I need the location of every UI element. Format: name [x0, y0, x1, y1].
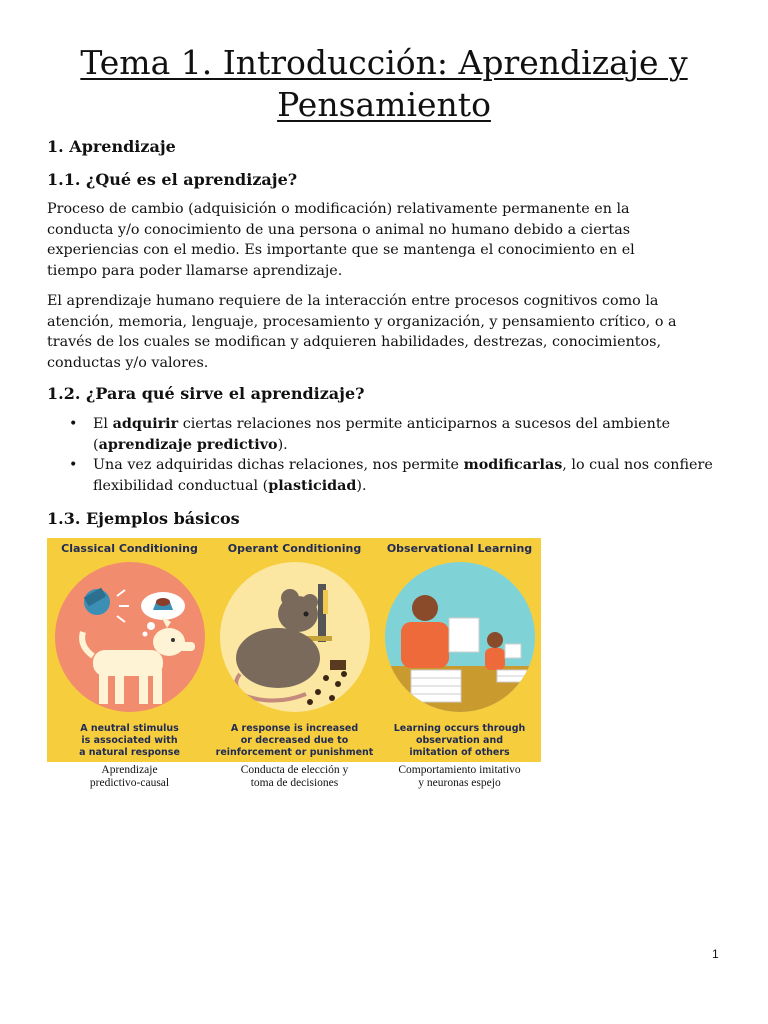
rat-illustration — [220, 562, 370, 712]
caption-operant: Conducta de elección y toma de decisiones — [240, 764, 349, 789]
subsection-heading-que-es: 1.1. ¿Qué es el aprendizaje? — [47, 170, 298, 189]
purpose-list — [47, 414, 727, 496]
panel-caption: A neutral stimulus is associated with a natural response — [79, 723, 180, 758]
caption-observational: Comportamiento imitativo y neuronas espejo — [398, 764, 521, 789]
shirt-icon — [449, 618, 479, 652]
subsection-heading-ejemplos: 1.3. Ejemplos básicos — [47, 509, 240, 528]
paragraph-definition: Proceso de cambio (adquisición o modificación) relativamente permanente en la conducta y/o conocimiento de una persona o animal no humano debido a ciertas experiencias con el medio. Es importante que se mantenga el conocimiento en el tiempo para poder llamarse aprendizaje. — [47, 201, 635, 279]
panel-title: Classical Conditioning — [61, 542, 198, 555]
panel-caption: Learning occurs through observation and imitation of others — [393, 723, 526, 758]
food-pellets-icon — [307, 671, 347, 705]
caption-classical: Aprendizaje predictivo-causal — [89, 764, 170, 789]
panel-title: Operant Conditioning — [227, 542, 362, 555]
operant-conditioning-panel — [212, 538, 377, 762]
child-icon — [485, 632, 505, 670]
dog-illustration — [55, 562, 205, 712]
page-title: Tema 1. Introducción: Aprendizaje y Pensamiento — [80, 43, 688, 124]
rat-icon — [236, 589, 320, 701]
list-item: • El adquirir ciertas relaciones nos permite anticiparnos a sucesos del ambiente (aprendizaje predictivo). — [47, 414, 727, 455]
classical-conditioning-panel — [47, 538, 212, 762]
panel-title: Observational Learning — [386, 542, 533, 555]
subsection-heading-para-que: 1.2. ¿Para qué sirve el aprendizaje? — [47, 384, 365, 403]
imitation-illustration — [385, 562, 535, 712]
dog-icon — [82, 616, 195, 704]
section-heading-aprendizaje: 1. Aprendizaje — [47, 137, 176, 156]
paragraph-human-learning: El aprendizaje humano requiere de la interacción entre procesos cognitivos como la atención, memoria, lenguaje, procesamiento y organización, y pensamiento crítico, o a través de los cuales se modifican y adquieren habilidades, destrezas, conocimientos, conductas y/o valores. — [47, 293, 677, 371]
list-item: • Una vez adquiridas dichas relaciones, nos permite modificarlas, lo cual nos confiere flexibilidad conductual (plasticidad). — [47, 455, 727, 496]
whistle-icon — [84, 588, 110, 615]
conditioning-figure — [47, 538, 541, 762]
food-box-icon — [330, 660, 346, 670]
figure-captions — [47, 764, 541, 796]
page-number: 1 — [712, 947, 719, 961]
observational-learning-panel — [377, 538, 542, 762]
laundry-stack-icon — [411, 670, 461, 702]
panel-caption: A response is increased or decreased due to reinforcement or punishment — [215, 723, 374, 758]
